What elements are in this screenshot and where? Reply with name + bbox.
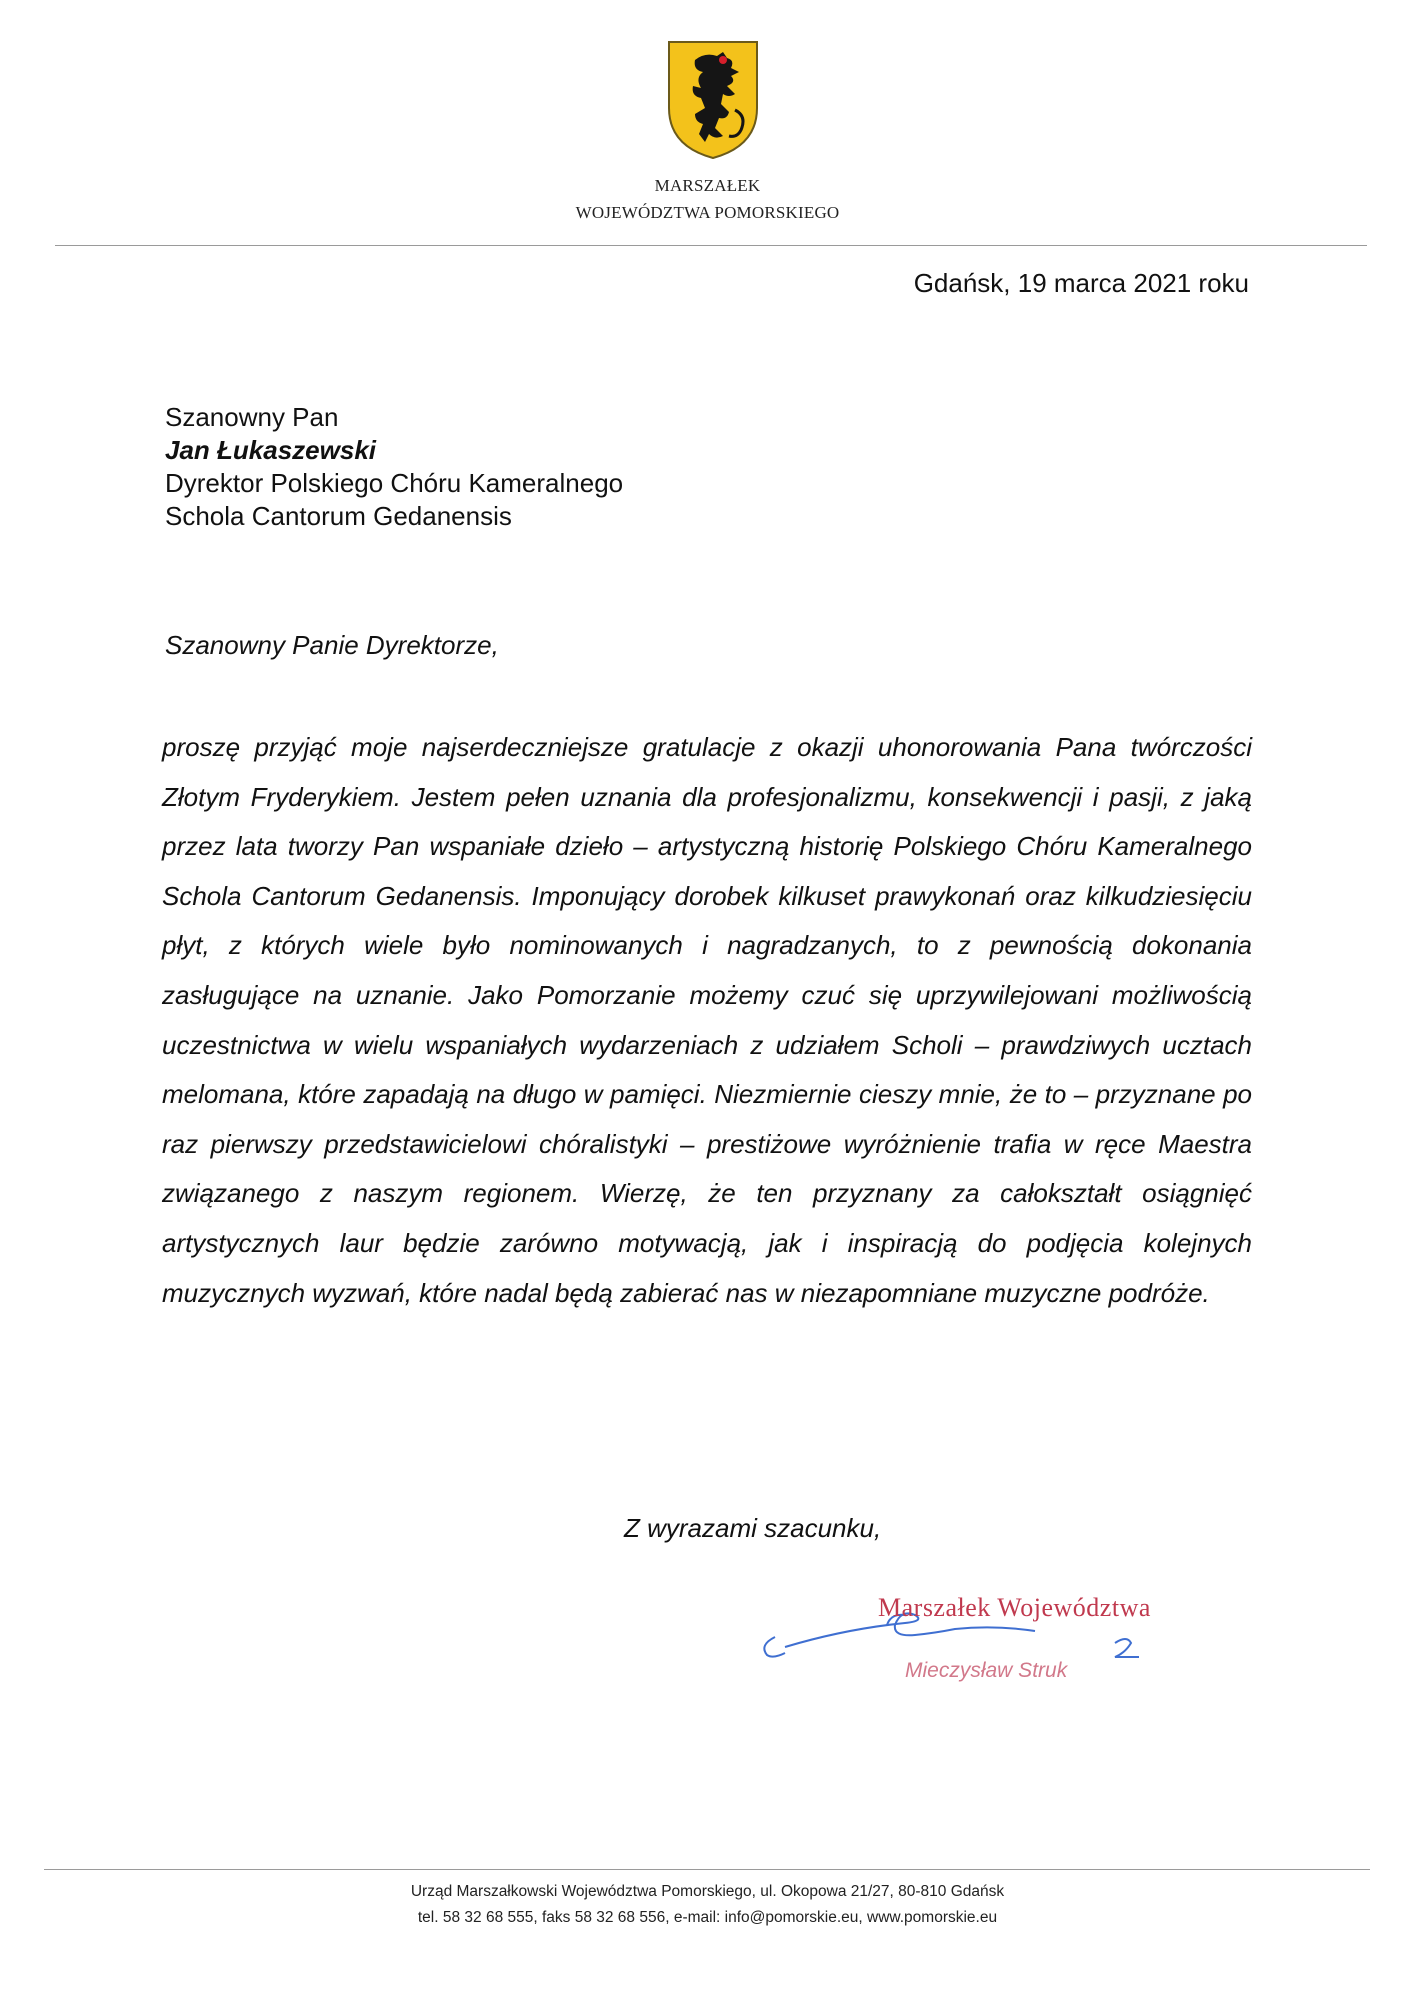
closing-phrase: Z wyrazami szacunku, bbox=[624, 1513, 882, 1543]
recipient-address bbox=[165, 401, 623, 533]
office-title-line2: WOJEWÓDZTWA POMORSKIEGO bbox=[575, 203, 840, 222]
header-divider bbox=[55, 245, 1367, 246]
pomorskie-griffin-crest-icon bbox=[665, 38, 761, 162]
letter-date: Gdańsk, 19 marca 2021 roku bbox=[913, 268, 1249, 298]
recipient-organization: Schola Cantorum Gedanensis bbox=[165, 501, 512, 531]
recipient-name: Jan Łukaszewski bbox=[165, 435, 376, 465]
letter-body: proszę przyjąć moje najserdeczniejsze gratulacje z okazji uhonorowania Pana twórczości Złotym Fryderykiem. Jestem pełen uznania dla profesjonalizmu, konsekwencji i pasji, z jaką przez lata tworzy Pan wspaniałe dzieło – artystyczną historię Polskiego Chóru Kameralnego Schola Cantorum Gedanensis. Imponujący dorobek kilkuset prawykonań oraz kilkudziesięciu płyt, z których wiele było nominowanych i nagradzanych, to z pewnością dokonania zasługujące na uznanie. Jako Pomorzanie możemy czuć się uprzywilejowani możliwością uczestnictwa w wielu wspaniałych wydarzeniach z udziałem Scholi – prawdziwych ucztach melomana, które zapadają na długo w pamięci. Niezmiernie cieszy mnie, że to – przyznane po raz pierwszy przedstawicielowi chóralistyki – prestiżowe wyróżnienie trafia w ręce Maestra związanego z naszym regionem. Wierzę, że ten przyznany za całokształt osiągnięć artystycznych laur będzie zarówno motywacją, jak i inspiracją do podjęcia kolejnych muzycznych wyzwań, które nadal będą zabierać nas w niezapomniane muzyczne podróże. bbox=[162, 732, 1252, 1308]
recipient-position: Dyrektor Polskiego Chóru Kameralnego bbox=[165, 468, 624, 498]
footer-divider bbox=[44, 1869, 1370, 1870]
stamp-name: Mieczysław Struk bbox=[905, 1659, 1068, 1682]
stamp-title: Marszałek Województwa bbox=[878, 1593, 1151, 1622]
footer-address: Urząd Marszałkowski Województwa Pomorskiego, ul. Okopowa 21/27, 80-810 Gdańsk bbox=[410, 1883, 1005, 1900]
footer-contact: tel. 58 32 68 555, faks 58 32 68 556, e-mail: info@pomorskie.eu, www.pomorskie.eu bbox=[417, 1909, 998, 1926]
recipient-greeting: Szanowny Pan bbox=[165, 402, 339, 432]
office-title-line1: MARSZAŁEK bbox=[654, 176, 761, 195]
salutation: Szanowny Panie Dyrektorze, bbox=[165, 630, 499, 660]
